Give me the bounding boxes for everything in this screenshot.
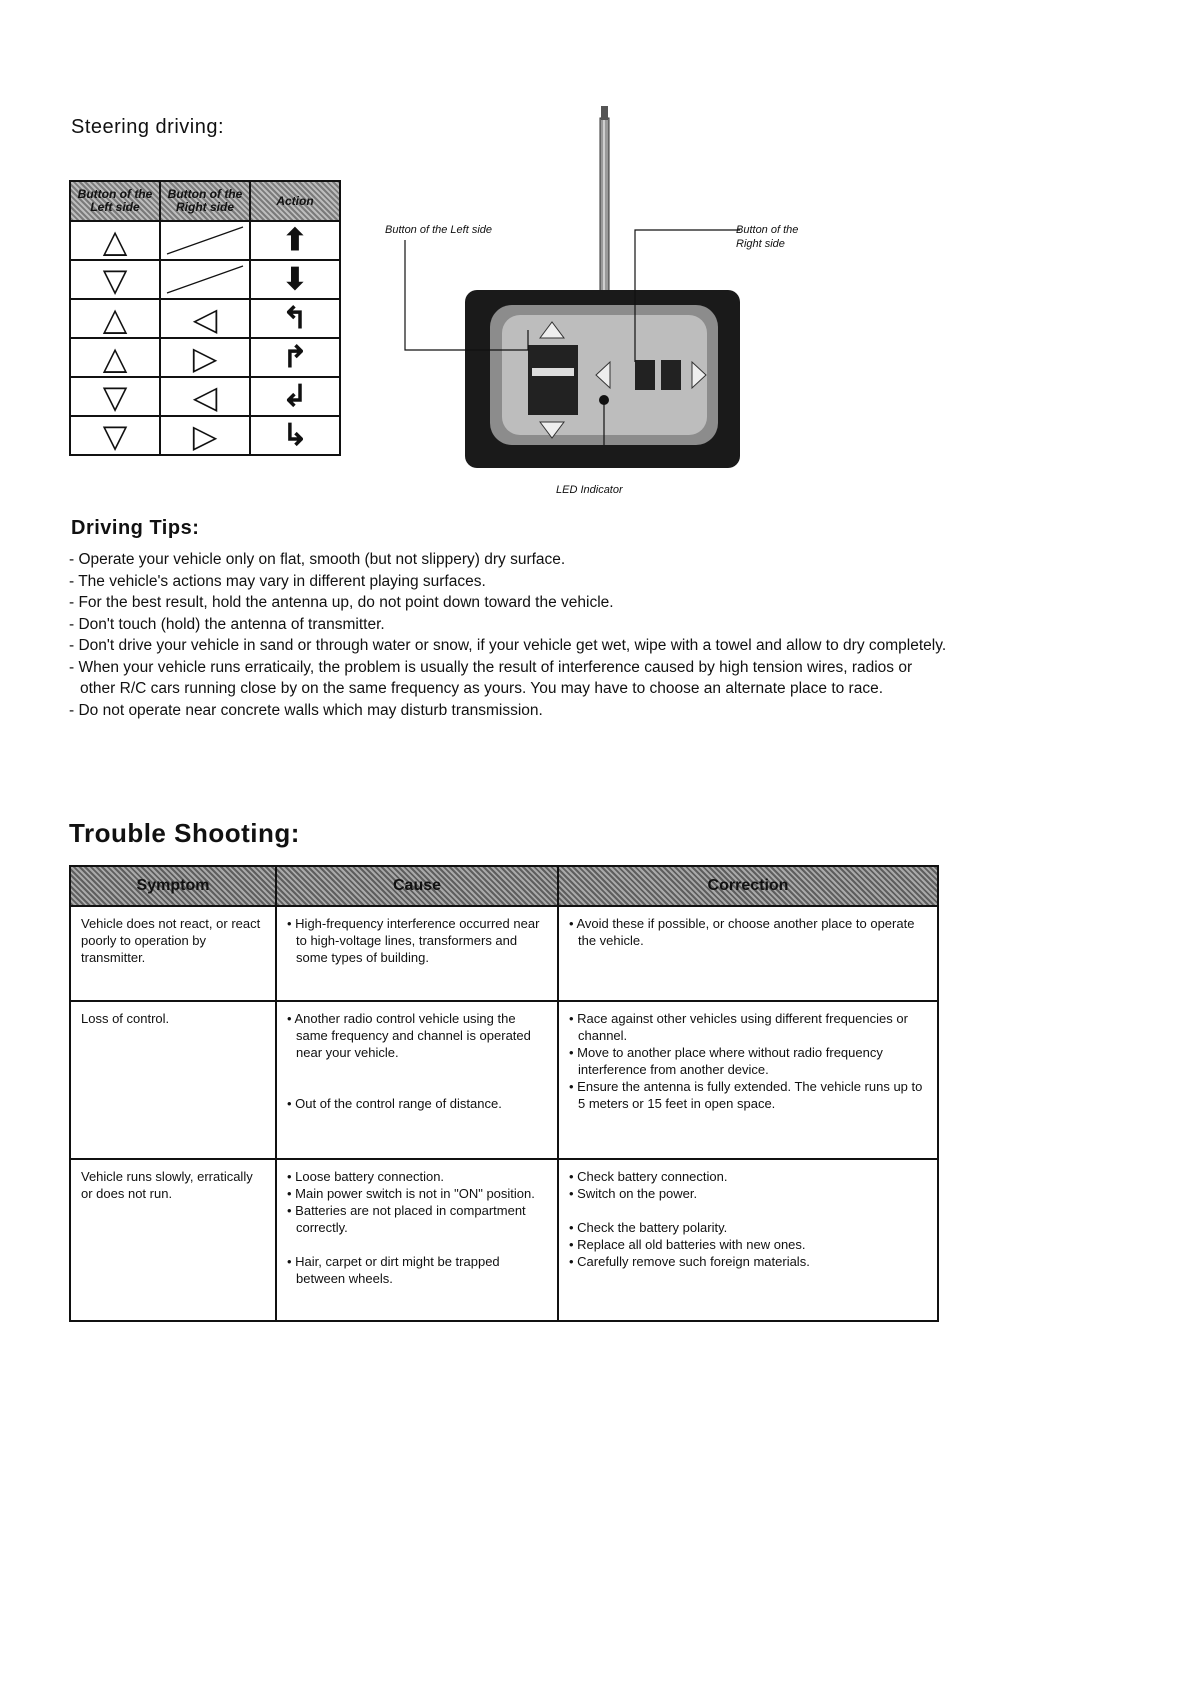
left-button-symbol: ▽ bbox=[70, 416, 160, 455]
steering-header-action: Action bbox=[250, 181, 340, 221]
right-button-symbol: ▷ bbox=[160, 416, 250, 455]
transmitter-body-icon bbox=[465, 290, 740, 468]
left-button-symbol: ▽ bbox=[70, 377, 160, 416]
right-button-label: Button of the Right side bbox=[736, 224, 799, 250]
correction-cell bbox=[558, 906, 938, 1001]
action-forward-left-icon: ↰ bbox=[250, 299, 340, 338]
action-backward-icon: ⬇ bbox=[250, 260, 340, 299]
left-button-label: Button of the Left side bbox=[385, 224, 493, 236]
symptom-cell: Loss of control. bbox=[70, 1001, 276, 1159]
cause-item: • Hair, carpet or dirt might be trapped between wheels. bbox=[287, 1254, 500, 1286]
spacer bbox=[569, 1202, 927, 1219]
correction-item: • Check battery connection. bbox=[569, 1169, 728, 1184]
list-item: - When your vehicle runs erraticaily, the problem is usually the result of interference caused by high tension wires, radios or other R/C cars running close by on the same frequency as yours. You may have to choose an alternate place to race. bbox=[69, 658, 913, 697]
cause-item: • Out of the control range of distance. bbox=[287, 1096, 502, 1111]
diagonal-slash-icon bbox=[161, 222, 249, 259]
correction-item: • Race against other vehicles using different frequencies or channel. bbox=[569, 1011, 908, 1043]
trouble-shooting-title: Trouble Shooting: bbox=[69, 818, 300, 848]
symptom-cell: Vehicle runs slowly, erratically or does not run. bbox=[70, 1159, 276, 1321]
spacer bbox=[287, 1236, 547, 1253]
cause-item: • Main power switch is not in "ON" position. bbox=[287, 1186, 535, 1201]
steering-title: Steering driving: bbox=[71, 116, 225, 138]
cause-header: Cause bbox=[276, 866, 558, 906]
list-item: - Don't touch (hold) the antenna of transmitter. bbox=[69, 615, 385, 633]
steering-header-right: Button of the Right side bbox=[160, 181, 250, 221]
steering-row bbox=[70, 416, 340, 455]
action-backward-left-icon: ↲ bbox=[250, 377, 340, 416]
steering-row bbox=[70, 221, 340, 260]
cause-item: • Loose battery connection. bbox=[287, 1169, 445, 1184]
steering-table bbox=[69, 180, 341, 456]
correction-item: • Switch on the power. bbox=[569, 1186, 698, 1201]
antenna-icon bbox=[600, 106, 609, 300]
cause-item: • Batteries are not placed in compartment correctly. bbox=[287, 1203, 526, 1235]
diagonal-slash-icon bbox=[161, 261, 249, 298]
spacer bbox=[287, 1078, 547, 1095]
list-item: - Do not operate near concrete walls which may disturb transmission. bbox=[69, 701, 543, 719]
action-forward-right-icon: ↱ bbox=[250, 338, 340, 377]
cause-item: • High-frequency interference occurred near to high-voltage lines, transformers and some types of building. bbox=[287, 916, 540, 965]
right-button-symbol: ▷ bbox=[160, 338, 250, 377]
right-button-symbol: ◁ bbox=[160, 299, 250, 338]
correction-item: • Check the battery polarity. bbox=[569, 1220, 728, 1235]
no-right-button-cell bbox=[160, 221, 250, 260]
driving-tips-title: Driving Tips: bbox=[71, 517, 200, 539]
left-button-symbol: △ bbox=[70, 299, 160, 338]
table-row bbox=[70, 1159, 938, 1321]
correction-item: • Ensure the antenna is fully extended. The vehicle runs up to 5 meters or 15 feet in open space. bbox=[569, 1079, 923, 1111]
steering-row bbox=[70, 299, 340, 338]
spacer bbox=[287, 1061, 547, 1078]
led-indicator-label: LED Indicator bbox=[556, 484, 623, 496]
steering-row bbox=[70, 338, 340, 377]
cause-item: • Another radio control vehicle using the same frequency and channel is operated near your vehicle. bbox=[287, 1011, 531, 1060]
symptom-cell: Vehicle does not react, or react poorly to operation by transmitter. bbox=[70, 906, 276, 1001]
table-row bbox=[70, 1001, 938, 1159]
correction-item: • Replace all old batteries with new ones. bbox=[569, 1237, 806, 1252]
list-item: - The vehicle's actions may vary in different playing surfaces. bbox=[69, 572, 486, 590]
transmitter-diagram bbox=[380, 100, 850, 500]
cause-cell bbox=[276, 906, 558, 1001]
left-button-symbol: △ bbox=[70, 221, 160, 260]
symptom-header: Symptom bbox=[70, 866, 276, 906]
list-item: - Don't drive your vehicle in sand or through water or snow, if your vehicle get wet, wipe with a towel and allow to dry completely. bbox=[69, 637, 947, 654]
correction-header: Correction bbox=[558, 866, 938, 906]
correction-cell bbox=[558, 1159, 938, 1321]
correction-cell bbox=[558, 1001, 938, 1159]
correction-item: • Move to another place where without radio frequency interference from another device. bbox=[569, 1045, 883, 1077]
driving-tips-list bbox=[69, 549, 949, 721]
left-button-symbol: ▽ bbox=[70, 260, 160, 299]
cause-cell bbox=[276, 1159, 558, 1321]
correction-item: • Carefully remove such foreign materials. bbox=[569, 1254, 810, 1269]
correction-item: • Avoid these if possible, or choose another place to operate the vehicle. bbox=[569, 916, 915, 948]
trouble-shooting-table bbox=[69, 865, 939, 1322]
list-item: - Operate your vehicle only on flat, smooth (but not slippery) dry surface. bbox=[69, 551, 566, 568]
list-item: - For the best result, hold the antenna up, do not point down toward the vehicle. bbox=[69, 594, 614, 611]
action-forward-icon: ⬆ bbox=[250, 221, 340, 260]
steering-row bbox=[70, 260, 340, 299]
left-button-symbol: △ bbox=[70, 338, 160, 377]
steering-header-left: Button of the Left side bbox=[70, 181, 160, 221]
action-backward-right-icon: ↳ bbox=[250, 416, 340, 455]
steering-row bbox=[70, 377, 340, 416]
table-row bbox=[70, 906, 938, 1001]
no-right-button-cell bbox=[160, 260, 250, 299]
right-button-symbol: ◁ bbox=[160, 377, 250, 416]
cause-cell bbox=[276, 1001, 558, 1159]
